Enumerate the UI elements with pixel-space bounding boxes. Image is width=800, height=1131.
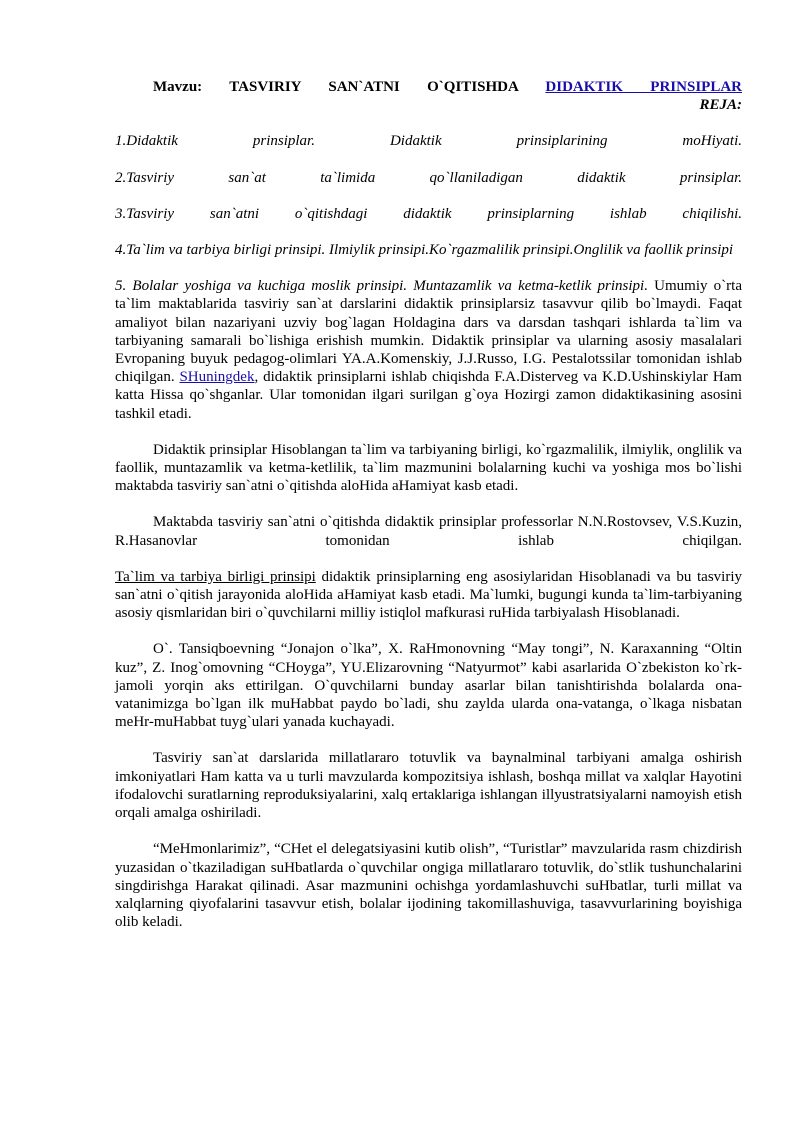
unity-principle-text: didaktik prinsiplarning eng asosiylaridan Hisoblanadi va bu tasviriy san`atni o`qitish jarayonida aloHida aHamiyat kasb etadi. Ma`lumki, bugungi kunda ta`lim-tarbiyaning asosiy qismlaridan biri o`quvchilarni milliy istiqlol mafkurasi ruHida tarbiyalash Hisoblanadi. (115, 568, 742, 622)
title-text: Mavzu: TASVIRIY SAN`ATNI O`QITISHDA (153, 79, 546, 95)
paragraph-intro-text-end: , didaktik prinsiplarni ishlab chiqishda F.A.Disterveg va K.D.Ushinskiylar Ham katta Hissa qo`shganlar. Ular tomonidan ilgari surilgan g`oya Hozirgi zamon didaktikasining asosini tashkil etadi. (115, 369, 742, 422)
shuningdek-link[interactable]: SHuningdek (179, 369, 255, 386)
document-title (115, 78, 742, 96)
plan-heading: REJA: (699, 97, 742, 114)
unity-principle-term: Ta`lim va tarbiya birligi prinsipi (115, 568, 316, 585)
plan-item-2: 2.Tasviriy san`at ta`limida qo`llaniladigan didaktik prinsiplar. (115, 169, 742, 186)
paragraph-artworks: O`. Tansiqboevning “Jonajon o`lka”, X. RaHmonovning “May tongi”, N. Karaxanning “Oltin kuz”, Z. Inog`omovning “CHoyga”, YU.Elizarovning “Natyurmot” kabi asarlarida O`zbekiston ko`rk-jamoli yorqin aks ettirilgan. O`quvchilarni bunday asarlar bilan tanishtirishda bolalarda ona-vatanimizga bo`lgan ilk muHabbat paydo bo`ladi, shu zaylda ularda ona-vatanga, o`lkaga nisbatan meHr-muHabbat tuyg`ulari yanada kuchayadi. (115, 641, 742, 731)
plan-item-1: 1.Didaktik prinsiplar. Didaktik prinsiplarining moHiyati. (115, 133, 742, 150)
plan-item-4: 4.Ta`lim va tarbiya birligi prinsipi. Ilmiylik prinsipi.Ko`rgazmalilik prinsipi.Onglilik va faollik prinsipi (115, 242, 734, 259)
plan-item-5: 5. Bolalar yoshiga va kuchiga moslik prinsipi. Muntazamlik va ketma-ketlik prinsipi. (115, 278, 648, 295)
plan-item-3: 3.Tasviriy san`atni o`qitishdagi didaktik prinsiplarning ishlab chiqilishi. (115, 205, 742, 222)
paragraph-principles: Didaktik prinsiplar Hisoblangan ta`lim va tarbiyaning birligi, ko`rgazmalilik, ilmiylik, onglilik va faollik, muntazamlik va ketma-ketlilik, ta`lim mazmunini bolalarning kuchi va yoshiga mos bo`lishi maktabda tasviriy san`atni o`qitishda aloHida aHamiyat kasb etadi. (115, 441, 742, 495)
paragraph-unity-principle (115, 568, 742, 623)
title-link[interactable]: DIDAKTIK PRINSIPLAR (545, 79, 742, 95)
paragraph-intro-text: Umumiy o`rta ta`lim maktablarida tasviriy san`at darslarini didaktik prinsiplarsiz tasavvur qilib bo`lmaydi. Faqat amaliyot bilan nazariyani uzviy bog`lagan Holdagina dars va darsdan tashqari ishlarda ta`lim va tarbiyaning samarali bo`lishiga erishish mumkin. Didaktik prinsiplar va ularning asosiy masalalari Evropaning buyuk pedagog-olimlari YA.A.Komenskiy, J.J.Russo, I.G. Pestalotssilar tomonidan ishlab chiqilgan. (115, 278, 742, 386)
paragraph-tolerance: Tasviriy san`at darslarida millatlararo totuvlik va baynalminal tarbiyani amalga oshirish imkoniyatlari Ham katta va u turli mavzularda kompozitsiya ishlash, boshqa millat va xalqlar Hayotini ifodalovchi suratlarning reproduksiyalarini, xalq ertaklariga ishlangan illyustratsiyalarni namoyish etish orqali amalga oshiriladi. (115, 750, 742, 822)
paragraph-conversations: “MeHmonlarimiz”, “CHet el delegatsiyasini kutib olish”, “Turistlar” mavzularida rasm chizdirish yuzasidan o`tkaziladigan suHbatlarda o`quvchilar ongiga millatlararo totuvlik, do`stlik tushunchalarini singdirishga Harakat qilinadi. Asar mazmunini ochishga yordamlashuvchi suHbatlar, turli millat va xalqlarning qiyofalarini tasavvur etish, bolalar ijodining takomillashuviga, tasavvurlarining boyishiga olib keladi. (115, 841, 742, 931)
paragraph-intro (115, 277, 742, 423)
paragraph-authors: Maktabda tasviriy san`atni o`qitishda didaktik prinsiplar professorlar N.N.Rostovsev, V.S.Kuzin, R.Hasanovlar tomonidan ishlab chiqilgan. (115, 514, 742, 549)
